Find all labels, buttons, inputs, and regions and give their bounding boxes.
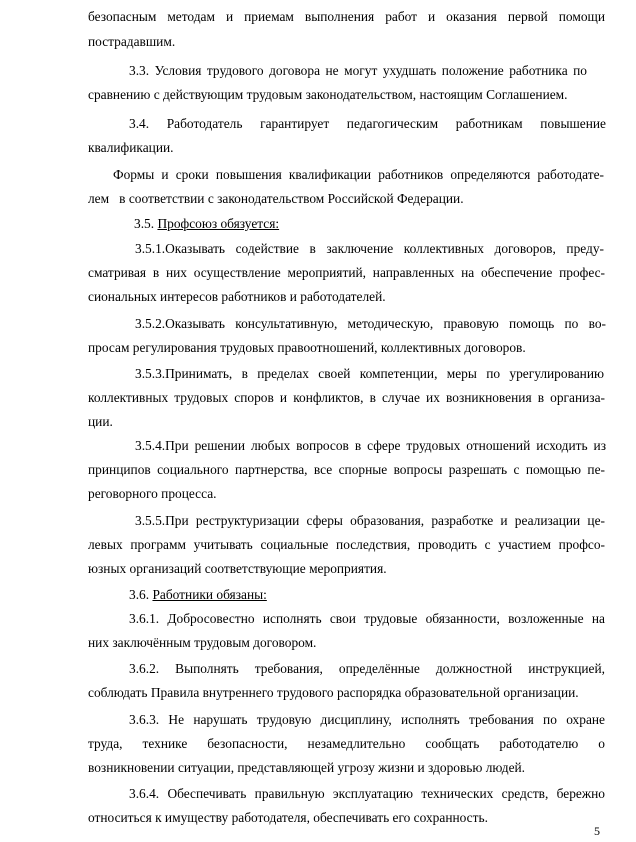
- paragraph-line: соблюдать Правила внутреннего трудового распорядка образовательной организации.: [88, 685, 579, 700]
- paragraph-line: 3.5.5.При реструктуризации сферы образования, разработке и реализации це-: [135, 513, 605, 528]
- paragraph-line: 3.6.1. Добросовестно исполнять свои трудовые обязанности, возложенные на: [129, 611, 605, 626]
- paragraph-line: сматривая в них осуществление мероприятий, направленных на обеспечение профес-: [88, 265, 605, 280]
- paragraph-line: квалификации.: [88, 140, 174, 155]
- paragraph-line: Формы и сроки повышения квалификации работников определяются работодате-: [113, 167, 604, 182]
- paragraph-line: принципов социального партнерства, все спорные вопросы разрешать с помощью пе-: [88, 462, 605, 477]
- paragraph-line: возникновении ситуации, представляющей угрозу жизни и здоровью людей.: [88, 760, 526, 775]
- paragraph-line: 3.6.4. Обеспечивать правильную эксплуатацию технических средств, бережно: [129, 786, 605, 801]
- paragraph-line: лем в соответствии с законодательством Российской Федерации.: [88, 191, 464, 206]
- paragraph-line: труда, технике безопасности, незамедлительно сообщать работодателю о: [88, 736, 605, 751]
- paragraph-line: 3.4. Работодатель гарантирует педагогическим работникам повышение: [129, 116, 606, 131]
- paragraph-line: просам регулирования трудовых правоотношений, коллективных договоров.: [88, 340, 526, 355]
- paragraph-line: 3.6.2. Выполнять требования, определённые должностной инструкцией,: [129, 661, 605, 676]
- paragraph-line: левых программ учитывать социальные последствия, проводить с участием профсо-: [88, 537, 605, 552]
- section-heading: [134, 215, 279, 233]
- paragraph-line: 3.5.4.При решении любых вопросов в сфере трудовых отношений исходить из: [135, 438, 606, 453]
- paragraph-line: относиться к имуществу работодателя, обеспечивать его сохранность.: [88, 810, 488, 825]
- page-number: 5: [594, 824, 600, 838]
- paragraph-line: безопасным методам и приемам выполнения работ и оказания первой помощи: [88, 9, 605, 24]
- paragraph-line: сиональных интересов работников и работодателей.: [88, 289, 386, 304]
- paragraph-line: юзных организаций соответствующие мероприятия.: [88, 561, 387, 576]
- section-title: Профсоюз обязуется:: [157, 216, 280, 231]
- paragraph-line: 3.5.2.Оказывать консультативную, методическую, правовую помощь по во-: [135, 316, 606, 331]
- paragraph-line: реговорного процесса.: [88, 486, 217, 501]
- paragraph-line: сравнению с действующим трудовым законодательством, настоящим Соглашением.: [88, 87, 568, 102]
- section-title: Работники обязаны:: [152, 587, 267, 602]
- paragraph-line: ции.: [88, 414, 113, 429]
- paragraph-line: 3.5.3.Принимать, в пределах своей компетенции, меры по урегулированию: [135, 366, 604, 381]
- paragraph-line: коллективных трудовых споров и конфликтов, в случае их возникновения в организа-: [88, 390, 605, 405]
- paragraph-line: 3.5.1.Оказывать содействие в заключение коллективных договоров, преду-: [135, 241, 604, 256]
- paragraph-line: 3.3. Условия трудового договора не могут ухудшать положение работника по: [129, 63, 587, 78]
- section-heading: [129, 586, 267, 604]
- paragraph-line: 3.6.3. Не нарушать трудовую дисциплину, исполнять требования по охране: [129, 712, 605, 727]
- paragraph-line: них заключённым трудовым договором.: [88, 635, 317, 650]
- section-number: 3.6.: [129, 587, 150, 602]
- section-number: 3.5.: [134, 216, 155, 231]
- paragraph-line: пострадавшим.: [88, 34, 176, 49]
